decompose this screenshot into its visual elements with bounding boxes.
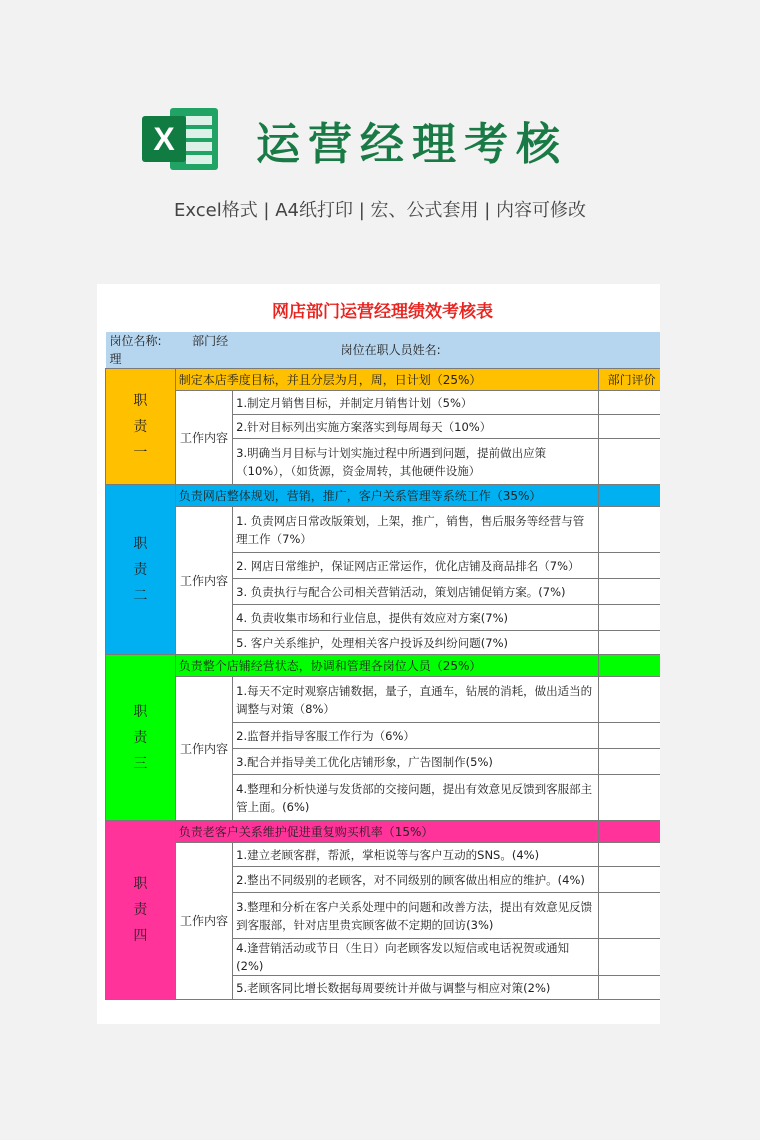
eval-cell[interactable] [599, 843, 660, 867]
staff-name-cell [233, 332, 660, 369]
section-label: 职 责 四 [106, 821, 176, 1000]
eval-cell[interactable] [599, 939, 660, 976]
eval-cell[interactable] [599, 893, 660, 939]
spreadsheet-sheet [97, 284, 660, 1024]
item-cell[interactable]: 2. 网店日常维护，保证网店正常运作，优化店铺及商品排名（7%） [233, 553, 599, 579]
table-row [106, 391, 661, 415]
work-content-label: 工作内容 [175, 843, 232, 1000]
svg-text:X: X [153, 121, 175, 157]
position-label: 岗位名称: [109, 334, 162, 348]
page-title: 运营经理考核 [256, 119, 568, 170]
table-row [106, 843, 661, 867]
section-heading-row [106, 369, 661, 391]
eval-cell[interactable] [599, 605, 660, 631]
table-row [106, 507, 661, 553]
item-cell[interactable]: 4.整理和分析快递与发货部的交接问题，提出有效意见反馈到客服部主管上面。(6%) [233, 775, 599, 821]
work-content-label: 工作内容 [175, 391, 232, 485]
item-cell[interactable]: 3.配合并指导美工优化店铺形象，广告图制作(5%) [233, 749, 599, 775]
page-subtitle: Excel格式 | A4纸打印 | 宏、公式套用 | 内容可修改 [174, 200, 586, 221]
eval-cell[interactable] [599, 976, 660, 1000]
item-cell[interactable]: 2.针对目标列出实施方案落实到每周每天（10%） [233, 415, 599, 439]
item-cell[interactable]: 5.老顾客同比增长数据每周要统计并做与调整与相应对策(2%) [233, 976, 599, 1000]
eval-cell[interactable] [599, 553, 660, 579]
kpi-table [105, 332, 660, 1000]
item-cell[interactable]: 1.每天不定时观察店铺数据，量子，直通车，钻展的消耗，做出适当的调整与对策（8%） [233, 677, 599, 723]
item-cell[interactable]: 4. 负责收集市场和行业信息，提供有效应对方案(7%) [233, 605, 599, 631]
eval-cell[interactable] [599, 579, 660, 605]
item-cell[interactable]: 1.建立老顾客群，帮派，掌柜说等与客户互动的SNS。(4%) [233, 843, 599, 867]
staff-name-label: 岗位在职人员姓名: [340, 343, 441, 357]
eval-header: 部门评价 [599, 369, 660, 391]
work-content-label: 工作内容 [175, 507, 232, 655]
item-cell[interactable]: 2.监督并指导客服工作行为（6%） [233, 723, 599, 749]
item-cell[interactable]: 4.逢营销活动或节日（生日）向老顾客发以短信或电话祝贺或通知(2%) [233, 939, 599, 976]
info-row [106, 332, 661, 369]
section-label: 职 责 一 [106, 369, 176, 485]
eval-cell [599, 655, 660, 677]
eval-cell[interactable] [599, 439, 660, 485]
item-cell[interactable]: 5. 客户关系维护，处理相关客户投诉及纠纷问题(7%) [233, 631, 599, 655]
eval-cell[interactable] [599, 391, 660, 415]
section-heading-row [106, 821, 661, 843]
section-heading: 制定本店季度目标，并且分层为月，周，日计划（25%） [175, 369, 599, 391]
item-cell[interactable]: 2.整出不同级别的老顾客，对不同级别的顾客做出相应的维护。(4%) [233, 867, 599, 893]
section-heading-row [106, 485, 661, 507]
section-label: 职 责 三 [106, 655, 176, 821]
section-heading: 负责老客户关系维护促进重复购买机率（15%） [175, 821, 599, 843]
excel-logo-icon [140, 104, 222, 174]
item-cell[interactable]: 1. 负责网店日常改版策划，上架，推广，销售，售后服务等经营与管理工作（7%） [233, 507, 599, 553]
section-heading: 负责网店整体规划，营销，推广，客户关系管理等系统工作（35%） [175, 485, 599, 507]
item-cell[interactable]: 3.明确当月目标与计划实施过程中所遇到问题，提前做出应策（10%），（如货源，资金周转，其他硬件设施） [233, 439, 599, 485]
eval-cell[interactable] [599, 631, 660, 655]
table-row [106, 677, 661, 723]
eval-cell [599, 485, 660, 507]
eval-cell[interactable] [599, 723, 660, 749]
work-content-label: 工作内容 [175, 677, 232, 821]
section-heading-row [106, 655, 661, 677]
section-label: 职 责 二 [106, 485, 176, 655]
eval-cell[interactable] [599, 507, 660, 553]
section-heading: 负责整个店铺经营状态，协调和管理各岗位人员（25%） [175, 655, 599, 677]
eval-cell[interactable] [599, 775, 660, 821]
position-cell [106, 332, 233, 369]
header [0, 0, 760, 280]
eval-cell[interactable] [599, 867, 660, 893]
position-value: 部门经理 [109, 334, 229, 366]
eval-cell[interactable] [599, 749, 660, 775]
eval-cell[interactable] [599, 677, 660, 723]
eval-cell [599, 821, 660, 843]
item-cell[interactable]: 1.制定月销售目标，并制定月销售计划（5%） [233, 391, 599, 415]
item-cell[interactable]: 3. 负责执行与配合公司相关营销活动，策划店铺促销方案。(7%) [233, 579, 599, 605]
sheet-title: 网店部门运营经理绩效考核表 [272, 302, 493, 322]
item-cell[interactable]: 3.整理和分析在客户关系处理中的问题和改善方法，提出有效意见反馈到客服部，针对店里贵宾顾客做不定期的回访(3%) [233, 893, 599, 939]
eval-cell[interactable] [599, 415, 660, 439]
